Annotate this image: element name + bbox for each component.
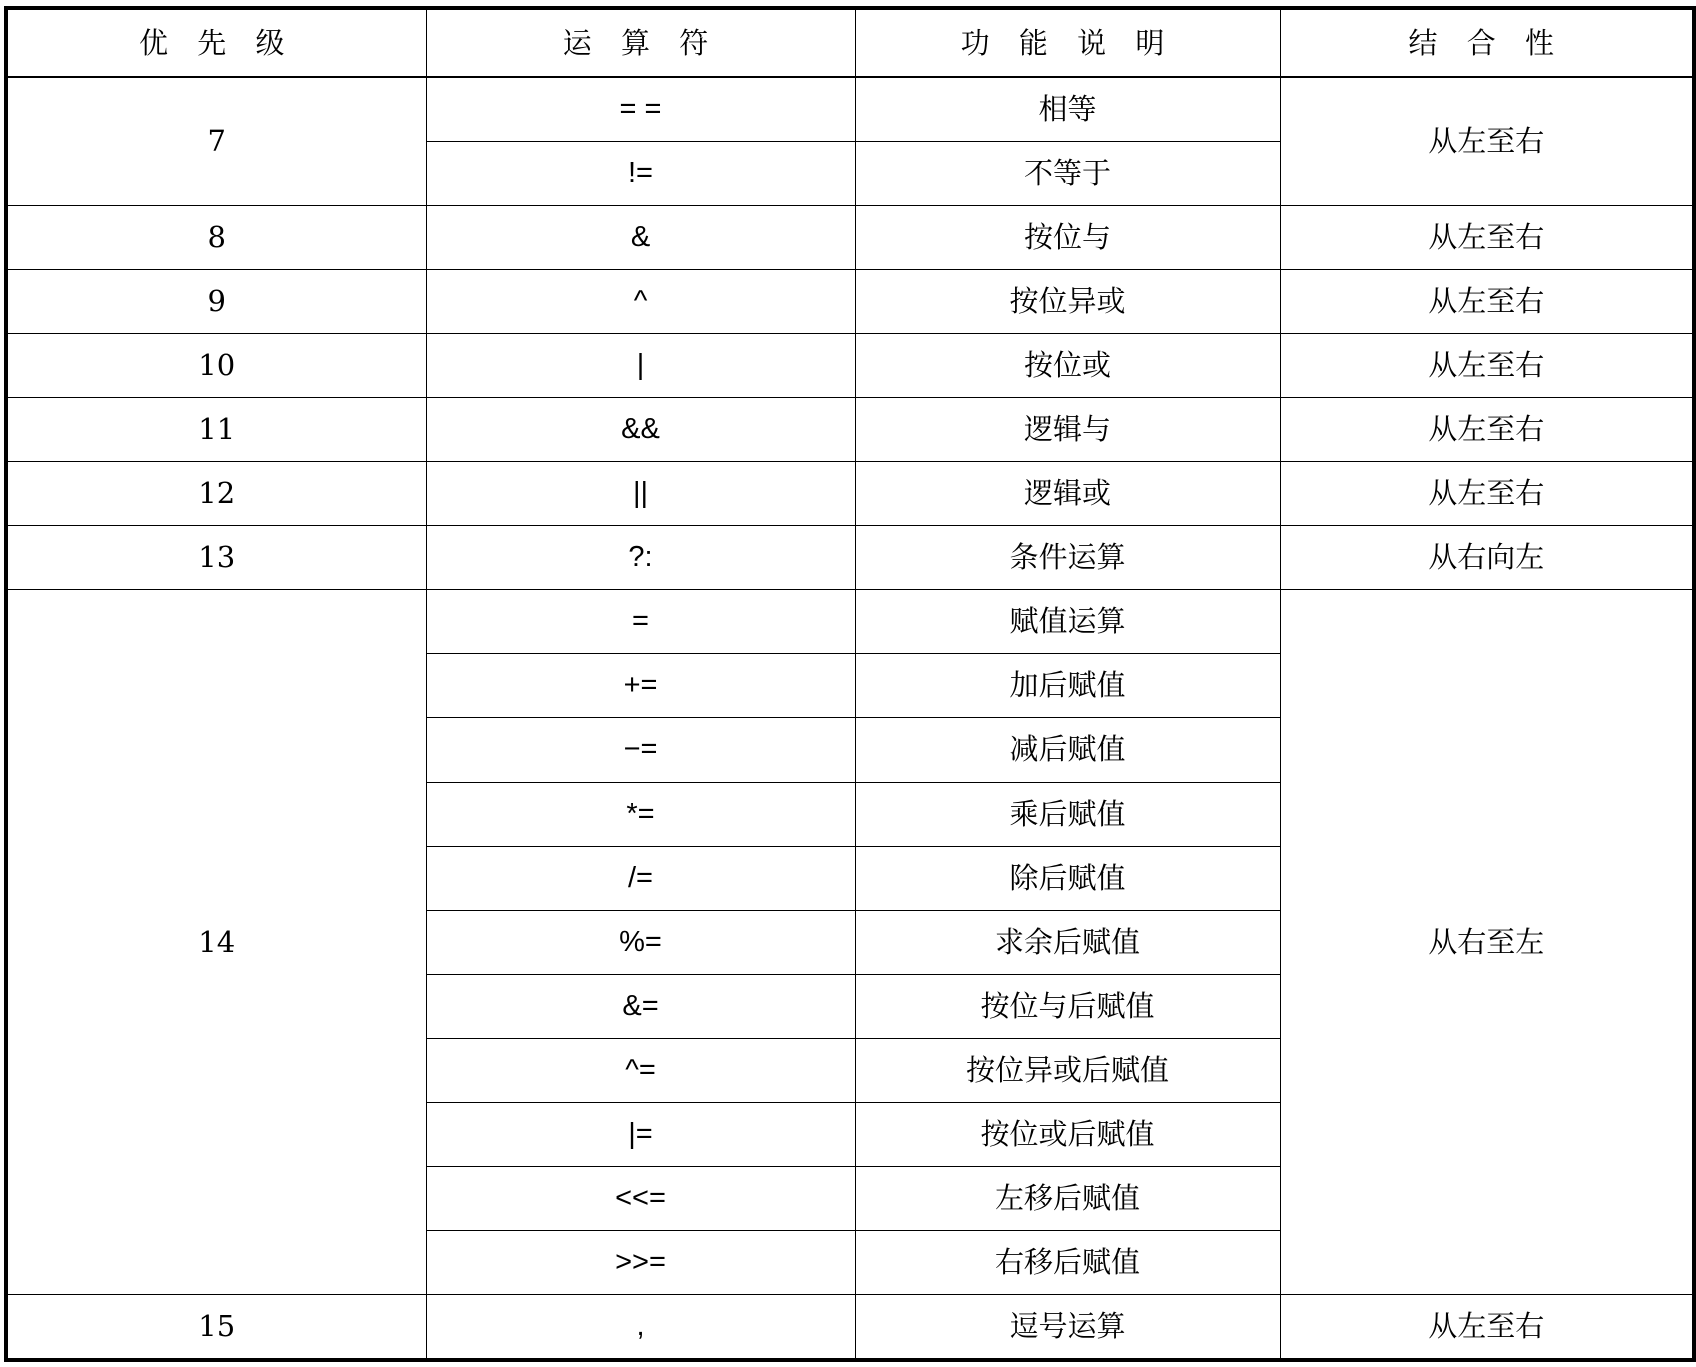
operator-precedence-table: [4, 6, 1696, 1362]
description-cell: 按位异或: [855, 270, 1280, 334]
associativity-cell: 从左至右: [1280, 77, 1694, 206]
operator-cell: ||: [426, 462, 855, 526]
operator-cell: =: [426, 590, 855, 654]
table-row: [6, 334, 1694, 398]
description-cell: 条件运算: [855, 526, 1280, 590]
description-cell: 按位异或后赋值: [855, 1038, 1280, 1102]
description-cell: 逗号运算: [855, 1294, 1280, 1360]
operator-cell: !=: [426, 142, 855, 206]
associativity-cell: 从左至右: [1280, 334, 1694, 398]
description-cell: 右移后赋值: [855, 1230, 1280, 1294]
associativity-cell: 从右向左: [1280, 526, 1694, 590]
associativity-cell: 从左至右: [1280, 462, 1694, 526]
description-cell: 左移后赋值: [855, 1166, 1280, 1230]
priority-cell: 8: [6, 206, 426, 270]
associativity-cell: 从左至右: [1280, 1294, 1694, 1360]
priority-cell: 10: [6, 334, 426, 398]
priority-cell: 14: [6, 590, 426, 1295]
operator-cell: <<=: [426, 1166, 855, 1230]
operator-cell: &: [426, 206, 855, 270]
associativity-cell: 从右至左: [1280, 590, 1694, 1295]
priority-cell: 13: [6, 526, 426, 590]
table-row: [6, 1294, 1694, 1360]
operator-cell: ?:: [426, 526, 855, 590]
associativity-cell: 从左至右: [1280, 398, 1694, 462]
header-operator: 运 算 符: [426, 8, 855, 77]
operator-cell: −=: [426, 718, 855, 782]
associativity-cell: 从左至右: [1280, 270, 1694, 334]
operator-cell: ^=: [426, 1038, 855, 1102]
priority-cell: 7: [6, 77, 426, 206]
priority-cell: 11: [6, 398, 426, 462]
description-cell: 除后赋值: [855, 846, 1280, 910]
table-row: [6, 77, 1694, 142]
header-description: 功 能 说 明: [855, 8, 1280, 77]
priority-cell: 15: [6, 1294, 426, 1360]
description-cell: 加后赋值: [855, 654, 1280, 718]
description-cell: 按位与: [855, 206, 1280, 270]
operator-cell: ,: [426, 1294, 855, 1360]
table-row: [6, 398, 1694, 462]
table-row: [6, 206, 1694, 270]
operator-cell: %=: [426, 910, 855, 974]
header-associativity: 结 合 性: [1280, 8, 1694, 77]
priority-cell: 12: [6, 462, 426, 526]
operator-cell: |: [426, 334, 855, 398]
description-cell: 按位或: [855, 334, 1280, 398]
description-cell: 赋值运算: [855, 590, 1280, 654]
associativity-cell: 从左至右: [1280, 206, 1694, 270]
operator-cell: = =: [426, 77, 855, 142]
table-row: [6, 462, 1694, 526]
description-cell: 逻辑或: [855, 462, 1280, 526]
description-cell: 不等于: [855, 142, 1280, 206]
table-body: [6, 77, 1694, 1360]
description-cell: 逻辑与: [855, 398, 1280, 462]
description-cell: 按位或后赋值: [855, 1102, 1280, 1166]
table-row: [6, 590, 1694, 654]
description-cell: 减后赋值: [855, 718, 1280, 782]
description-cell: 按位与后赋值: [855, 974, 1280, 1038]
description-cell: 求余后赋值: [855, 910, 1280, 974]
priority-cell: 9: [6, 270, 426, 334]
operator-cell: *=: [426, 782, 855, 846]
description-cell: 乘后赋值: [855, 782, 1280, 846]
operator-cell: /=: [426, 846, 855, 910]
table-row: [6, 526, 1694, 590]
header-row: [6, 8, 1694, 77]
operator-cell: +=: [426, 654, 855, 718]
operator-cell: &=: [426, 974, 855, 1038]
operator-cell: |=: [426, 1102, 855, 1166]
table-row: [6, 270, 1694, 334]
header-priority: 优 先 级: [6, 8, 426, 77]
operator-cell: >>=: [426, 1230, 855, 1294]
operator-cell: &&: [426, 398, 855, 462]
operator-cell: ^: [426, 270, 855, 334]
description-cell: 相等: [855, 77, 1280, 142]
